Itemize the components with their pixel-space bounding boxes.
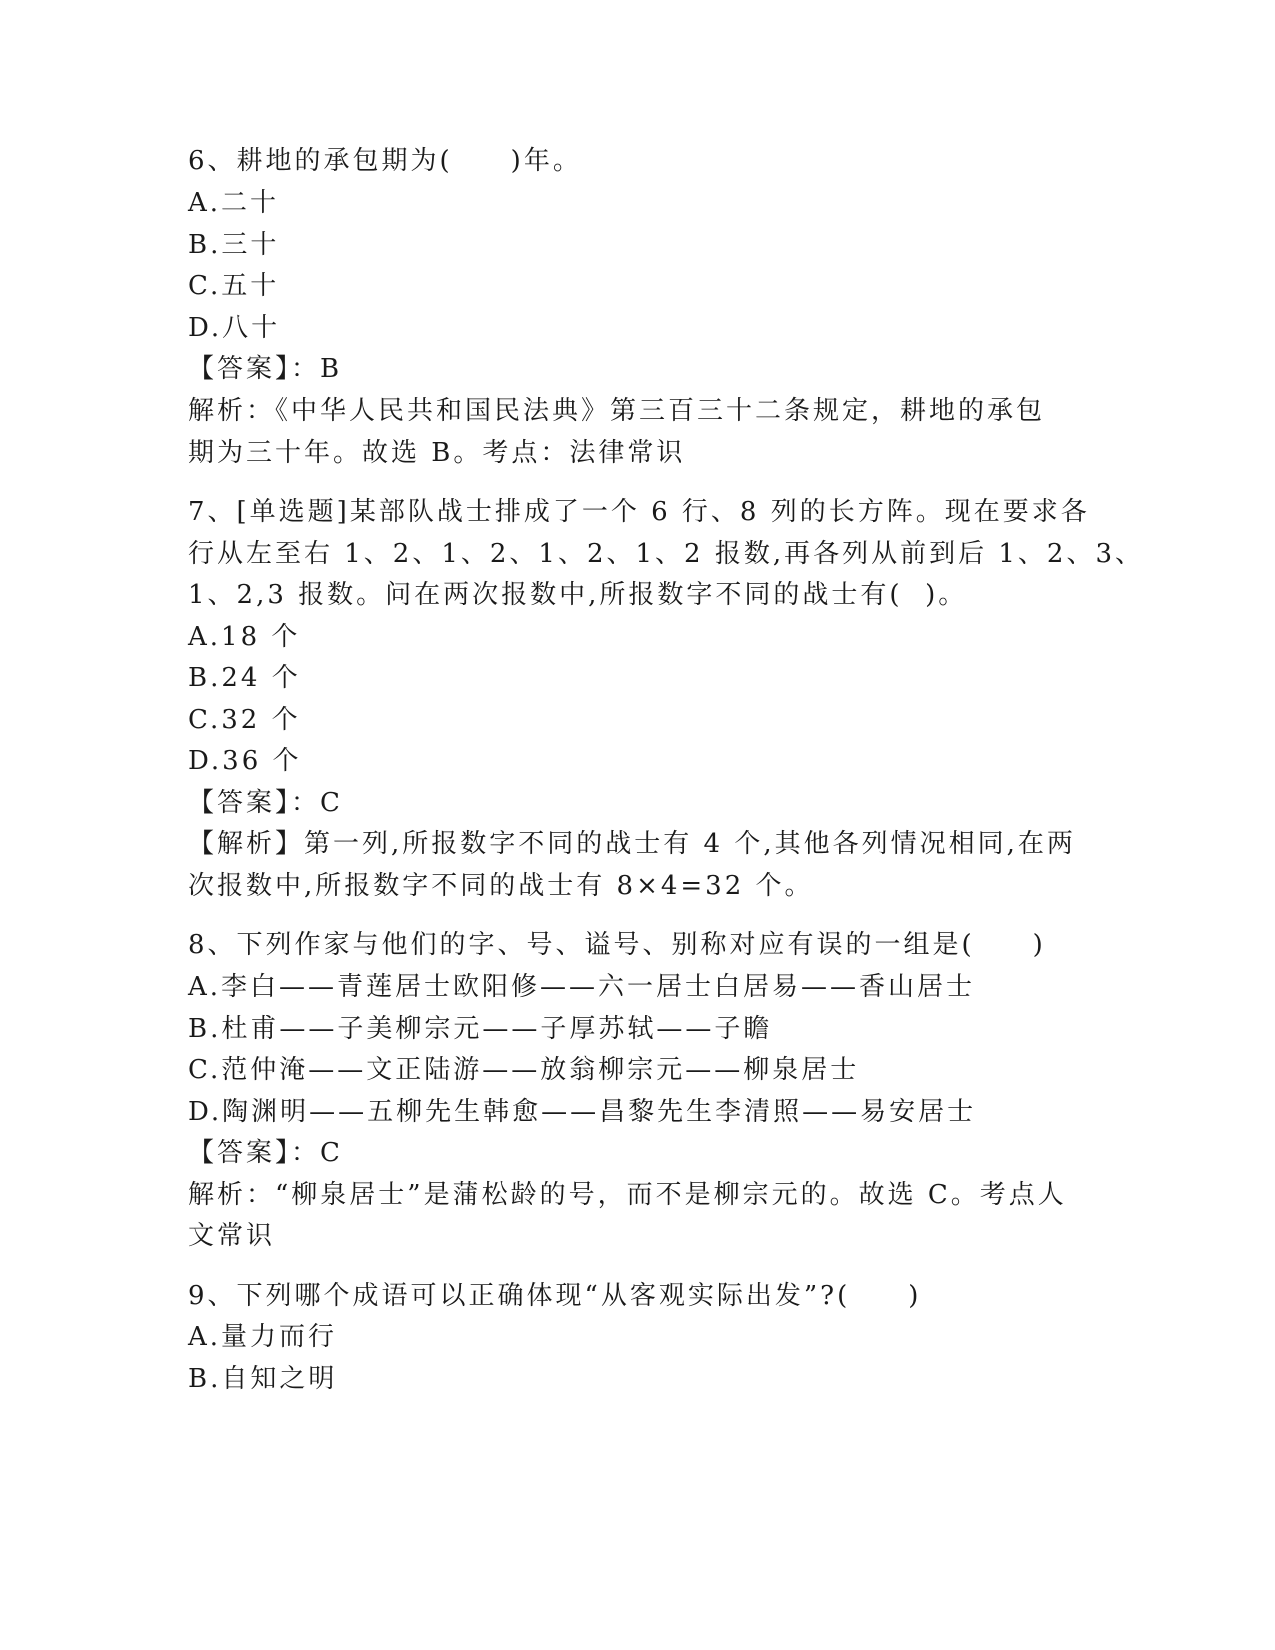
question-6-option-b: B.三十 (188, 230, 280, 260)
question-7-answer: 【答案】：C (188, 788, 343, 818)
question-6-option-c: C.五十 (188, 271, 280, 301)
question-8-option-a: A.李白——青莲居士欧阳修——六一居士白居易——香山居士 (188, 972, 976, 1002)
question-9-option-a: A.量力而行 (188, 1322, 338, 1352)
question-7-analysis-line-2: 次报数中,所报数字不同的战士有 8×4=32 个。 (188, 871, 814, 901)
question-7-option-a: A.18 个 (188, 622, 301, 652)
question-8-option-c: C.范仲淹——文正陆游——放翁柳宗元——柳泉居士 (188, 1055, 860, 1085)
question-6-stem: 6、耕地的承包期为( )年。 (188, 146, 582, 176)
question-9-stem: 9、下列哪个成语可以正确体现“从客观实际出发”?( ) (188, 1281, 922, 1311)
question-6-analysis-line-2: 期为三十年。故选 B。考点：法律常识 (188, 438, 686, 468)
question-8-option-d: D.陶渊明——五柳先生韩愈——昌黎先生李清照——易安居士 (188, 1097, 977, 1127)
question-6-analysis-line-1: 解析：《中华人民共和国民法典》第三百三十二条规定，耕地的承包 (188, 396, 1046, 426)
question-8-analysis-line-2: 文常识 (188, 1221, 276, 1251)
question-8-option-b: B.杜甫——子美柳宗元——子厚苏轼——子瞻 (188, 1014, 773, 1044)
question-9-option-b: B.自知之明 (188, 1364, 338, 1394)
question-8-analysis-line-1: 解析：“柳泉居士”是蒲松龄的号，而不是柳宗元的。故选 C。考点人 (188, 1180, 1067, 1210)
question-6-answer: 【答案】：B (188, 354, 343, 384)
question-6-option-a: A.二十 (188, 188, 280, 218)
question-6-option-d: D.八十 (188, 313, 281, 343)
question-7-stem-line-3: 1、2,3 报数。问在两次报数中,所报数字不同的战士有( )。 (188, 580, 968, 610)
question-7-stem-line-2: 行从左至右 1、2、1、2、1、2、1、2 报数,再各列从前到后 1、2、3、 (188, 539, 1145, 569)
question-8-answer: 【答案】：C (188, 1138, 343, 1168)
question-7-option-c: C.32 个 (188, 705, 301, 735)
question-7-analysis-line-1: 【解析】第一列,所报数字不同的战士有 4 个,其他各列情况相同,在两 (188, 829, 1076, 859)
question-7-option-d: D.36 个 (188, 746, 302, 776)
question-7-option-b: B.24 个 (188, 663, 301, 693)
question-8-stem: 8、下列作家与他们的字、号、谥号、别称对应有误的一组是( ) (188, 930, 1046, 960)
question-7-stem-line-1: 7、[单选题]某部队战士排成了一个 6 行、8 列的长方阵。现在要求各 (188, 497, 1090, 527)
